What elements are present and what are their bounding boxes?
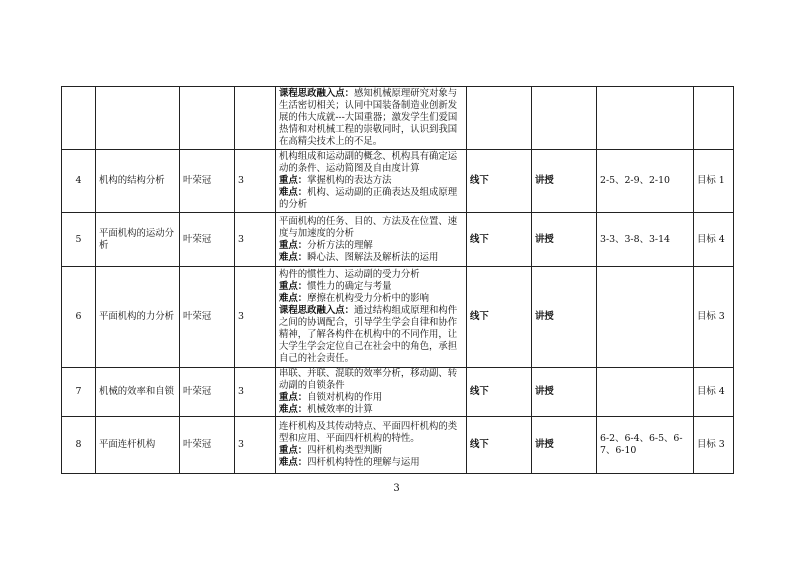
teaching-mode-cell [467,368,532,417]
topic-name-cell [96,417,180,474]
content-line [279,252,463,264]
teaching-mode-cell [467,417,532,474]
page-number: 3 [393,483,400,494]
teacher-name-cell [180,213,235,267]
teacher-name: 叶荣冠 [183,175,212,186]
content-label: 重点： [279,239,308,251]
teacher-name: 叶荣冠 [183,439,212,450]
homework-cell [597,417,694,474]
content-cell [276,417,467,474]
content-line [279,293,463,305]
homework-cell [597,87,694,150]
content-text: 机械效率的计算 [307,404,373,415]
content-text: 分析方法的理解 [307,239,373,251]
topic-name: 平面机构的运动分析 [99,227,175,251]
homework: 6-2、6-4、6-5、6-7、6-10 [600,433,683,456]
row-number-cell [62,368,96,417]
class-hours: 3 [238,175,244,186]
teacher-name-cell [180,368,235,417]
content-cell [276,267,467,368]
teaching-method: 讲授 [535,439,554,450]
content-line [279,404,463,416]
teaching-method-cell [532,150,597,213]
content-label: 难点： [279,457,308,468]
content-text: 掌握机构的表达方法 [307,175,392,186]
teaching-method-cell [532,213,597,267]
content-text: 四杆机构类型判断 [307,445,383,456]
content-label: 重点： [279,175,308,186]
topic-name: 平面机构的力分析 [99,311,175,322]
topic-name-cell [96,267,180,368]
class-hours-cell [235,87,276,150]
content-line [279,305,463,365]
teaching-method-cell [532,368,597,417]
content-text: 瞬心法、图解法及解析法的运用 [307,251,439,263]
class-hours-cell [235,267,276,368]
teacher-name: 叶荣冠 [183,386,212,397]
content-text: 自锁对机构的作用 [307,392,383,403]
class-hours-cell [235,213,276,267]
row-number-cell [62,417,96,474]
content-label: 难点： [279,404,308,415]
topic-name-cell [96,87,180,150]
content-cell [276,87,467,150]
row-number-cell [62,150,96,213]
content-label: 重点： [279,445,308,456]
teaching-method: 讲授 [535,311,554,322]
content-text: 构件的惯性力、运动副的受力分析 [279,269,420,280]
homework-cell [597,150,694,213]
content-line [279,392,463,404]
row-number-cell [62,87,96,150]
row-number: 4 [75,175,82,186]
content-label: 课程思政融入点： [279,305,355,316]
content-text: 机构组成和运动副的概念、机构具有确定运动的条件、运动简图及自由度计算 [279,151,458,174]
content-text: 惯性力的确定与考量 [307,281,392,292]
content-line [279,457,463,469]
content-line [279,88,463,148]
content-line [279,175,463,187]
topic-name: 平面连杆机构 [99,439,156,450]
teaching-mode: 线下 [470,175,489,186]
teaching-mode: 线下 [470,233,489,245]
teacher-name-cell [180,150,235,213]
table-row [62,213,734,267]
teaching-mode: 线下 [470,386,489,397]
teaching-method: 讲授 [535,386,554,397]
content-line [279,151,463,175]
content-line [279,281,463,293]
course-goal-cell [694,267,734,368]
content-label: 课程思政融入点： [279,88,355,99]
content-line [279,421,463,445]
content-label: 难点： [279,187,308,198]
row-number: 5 [75,233,82,245]
row-number: 8 [75,439,82,450]
content-cell [276,150,467,213]
content-text: 感知机械原理研究对象与生活密切相关；认同中国装备制造业创新发展的伟大成就---大国重器；激发学生们爱国热情和对机械工程的崇敬同时，认识到我国在高精尖技术上的不足。 [279,88,458,147]
class-hours-cell [235,150,276,213]
content-text: 连杆机构及其传动特点、平面四杆机构的类型和应用、平面四杆机构的特性。 [279,421,458,444]
content-line [279,216,463,240]
topic-name-cell [96,368,180,417]
content-line [279,368,463,392]
row-number: 6 [75,311,82,322]
class-hours: 3 [238,439,244,450]
row-number-cell [62,267,96,368]
teacher-name: 叶荣冠 [183,311,212,322]
content-label: 难点： [279,251,308,263]
course-goal-cell [694,87,734,150]
topic-name-cell [96,213,180,267]
class-hours-cell [235,417,276,474]
content-text: 平面机构的任务、目的、方法及在位置、速度与加速度的分析 [279,215,458,239]
teacher-name-cell [180,417,235,474]
content-line [279,445,463,457]
content-line [279,269,463,281]
content-line [279,240,463,252]
teaching-method-cell [532,267,597,368]
teacher-name-cell [180,267,235,368]
table-row [62,417,734,474]
content-text: 串联、并联、混联的效率分析，移动副、转动副的自锁条件 [279,368,458,391]
content-line [279,187,463,211]
topic-name: 机构的结构分析 [99,175,165,186]
teaching-method-cell [532,87,597,150]
course-goal-cell [694,417,734,474]
content-label: 重点： [279,281,308,292]
course-goal: 目标 4 [697,386,725,397]
homework-cell [597,368,694,417]
class-hours-cell [235,368,276,417]
content-text: 通过结构组成原理和构件之间的协调配合，引导学生学会自律和协作精神，了解各构件在机构中的不同作用，让大学生学会定位自己在社会中的角色，承担自己的社会责任。 [279,305,458,364]
table-body [62,87,734,474]
content-label: 难点： [279,293,308,304]
content-label: 重点： [279,392,308,403]
teaching-method-cell [532,417,597,474]
table-row [62,87,734,150]
course-goal-cell [694,150,734,213]
teaching-mode: 线下 [470,311,489,322]
course-goal: 目标 4 [697,233,725,245]
teacher-name-cell [180,87,235,150]
topic-name: 机械的效率和自锁 [99,386,175,397]
course-goal: 目标 1 [697,175,725,186]
teaching-mode-cell [467,213,532,267]
teaching-method: 讲授 [535,233,554,245]
content-text: 机构、运动副的正确表达及组成原理的分析 [279,187,458,210]
syllabus-table [61,86,734,474]
class-hours: 3 [238,386,244,397]
teaching-method: 讲授 [535,175,554,186]
content-cell [276,368,467,417]
content-cell [276,213,467,267]
course-goal-cell [694,213,734,267]
homework: 2-5、2-9、2-10 [600,175,671,186]
teaching-mode-cell [467,150,532,213]
teaching-mode-cell [467,87,532,150]
table-row [62,150,734,213]
teaching-mode: 线下 [470,439,489,450]
row-number-cell [62,213,96,267]
teacher-name: 叶荣冠 [183,233,212,245]
course-goal: 目标 3 [697,311,725,322]
homework: 3-3、3-8、3-14 [600,233,671,245]
class-hours: 3 [238,233,244,245]
course-goal: 目标 3 [697,439,725,450]
class-hours: 3 [238,311,244,322]
table-row [62,267,734,368]
course-goal-cell [694,368,734,417]
row-number: 7 [75,386,82,397]
teaching-mode-cell [467,267,532,368]
homework-cell [597,267,694,368]
table-row [62,368,734,417]
content-text: 四杆机构特性的理解与运用 [307,457,420,468]
topic-name-cell [96,150,180,213]
content-text: 摩擦在机构受力分析中的影响 [307,293,430,304]
homework-cell [597,213,694,267]
